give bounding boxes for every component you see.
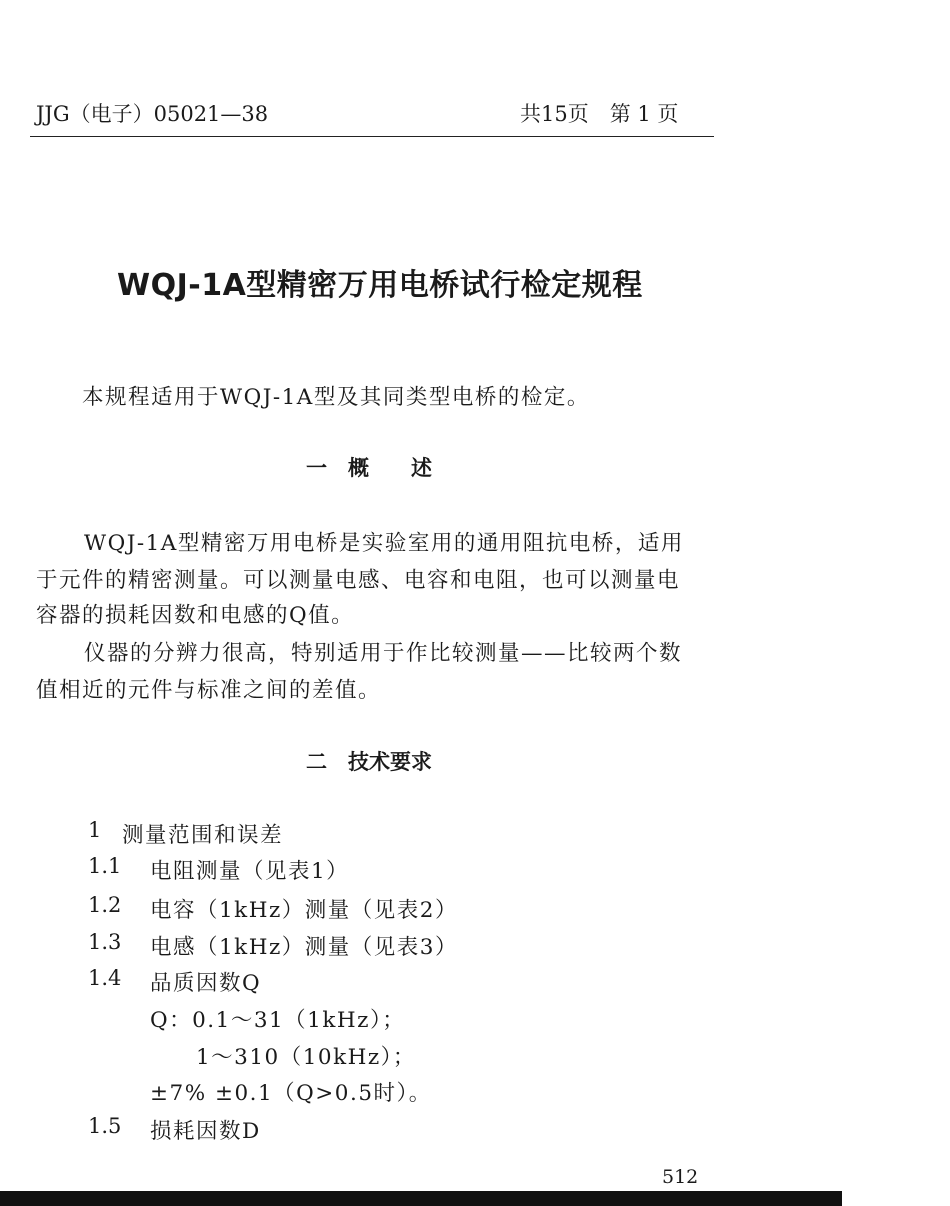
item-text-1: 测量范围和误差 bbox=[122, 823, 284, 848]
item-text-1-5: 损耗因数D bbox=[150, 1119, 261, 1144]
q-range-10khz: 1～310（10kHz）； bbox=[196, 1045, 416, 1070]
document-code: JJG（电子）05021—38 bbox=[36, 102, 269, 126]
item-number-1-1: 1.1 bbox=[88, 854, 122, 878]
header-rule bbox=[30, 136, 714, 137]
scan-bottom-edge bbox=[0, 1191, 842, 1206]
item-text-1-3: 电感（1kHz）测量（见表3） bbox=[150, 935, 458, 960]
overview-line-1: WQJ-1A型精密万用电桥是实验室用的通用阻抗电桥，适用 bbox=[84, 531, 684, 556]
item-number-1-3: 1.3 bbox=[88, 930, 122, 954]
item-number-1-5: 1.5 bbox=[88, 1114, 122, 1138]
overview-line-3: 容器的损耗因数和电感的Q值。 bbox=[36, 603, 355, 628]
item-number-1: 1 bbox=[88, 818, 102, 842]
item-text-1-2: 电容（1kHz）测量（见表2） bbox=[150, 898, 458, 923]
item-text-1-1: 电阻测量（见表1） bbox=[150, 859, 350, 884]
item-number-1-4: 1.4 bbox=[88, 966, 122, 990]
overview-line-5: 值相近的元件与标准之间的差值。 bbox=[36, 678, 382, 703]
page-count: 共15页 第 1 页 bbox=[520, 102, 679, 126]
document-title: WQJ-1A型精密万用电桥试行检定规程 bbox=[117, 268, 643, 303]
overview-line-2: 于元件的精密测量。可以测量电感、电容和电阻，也可以测量电 bbox=[36, 568, 681, 593]
section-heading-technical-requirements: 二 技术要求 bbox=[306, 750, 432, 774]
q-error-tolerance: ±7% ±0.1（Q>0.5时）。 bbox=[150, 1081, 432, 1106]
item-text-1-4: 品质因数Q bbox=[150, 971, 262, 996]
item-number-1-2: 1.2 bbox=[88, 893, 122, 917]
section-heading-overview: 一 概 述 bbox=[306, 456, 432, 480]
q-range-1khz: Q：0.1～31（1kHz）； bbox=[150, 1008, 406, 1033]
scope-statement: 本规程适用于WQJ-1A型及其同类型电桥的检定。 bbox=[82, 385, 590, 410]
page-number: 512 bbox=[662, 1166, 699, 1188]
overview-line-4: 仪器的分辨力很高，特别适用于作比较测量——比较两个数 bbox=[84, 641, 683, 666]
